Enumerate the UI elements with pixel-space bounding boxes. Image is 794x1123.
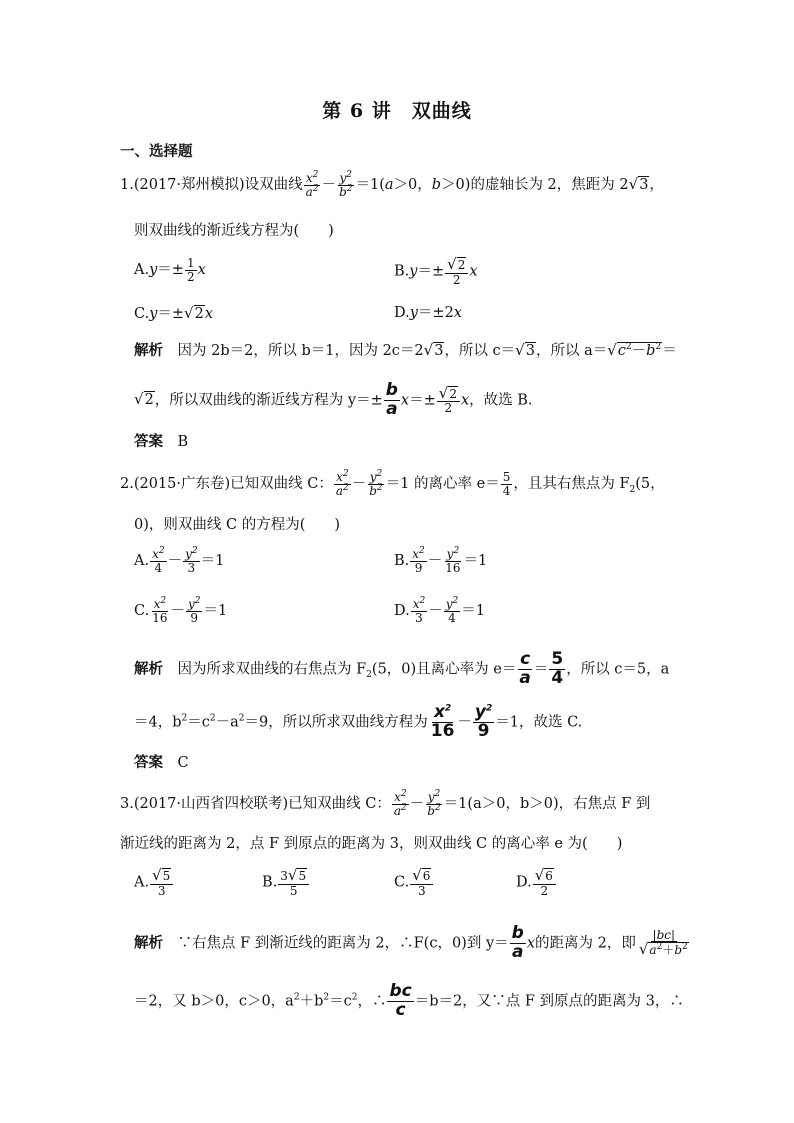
q3-option-b: B. $\frac{3√5}{5}$: [262, 868, 310, 897]
q1-option-a: A.y＝± $\frac{1}{2}$ x: [134, 256, 206, 284]
q2-solution-line1: 解析 因为所求双曲线的右焦点为 $F_2(5$，0)且离心率为 e＝ $\frac{c}{a}$ ＝ $\frac{5}{4}$ ，所以 c＝5，a: [134, 649, 670, 688]
q3-solution-line1: 解析 ∵右焦点 F 到渐近线的距离为 2，∴F(c，0)到 y＝ $\frac{b}{a}$ x的距离为 2，即 $\frac{|bc|}{√a^2+b^2}$: [134, 923, 688, 962]
question-2-stem-line2: 0)，则双曲线 C 的方程为( ): [134, 517, 341, 533]
q2-answer: 答案 C: [134, 754, 189, 771]
question-2-stem: 2.(2015·广东卷)已知双曲线 C： $\frac{x^2}{a^2}$ － $\frac{y^2}{b^2}$ ＝1 的离心率 e＝ $\frac{5}{4}$ ，且其右焦点为 $F_2(5$，: [120, 469, 665, 498]
q2-option-c: C. $\frac{x^2}{16}$ － $\frac{y^2}{9}$ ＝1: [134, 596, 228, 625]
q1-option-c: C.y＝±√2x: [134, 304, 214, 322]
q1-solution-line2: √2，所以双曲线的渐近线方程为 y＝± $\frac{b}{a}$ x＝± $\frac{√2}{2}$ x，故选 B.: [134, 380, 533, 419]
q3-option-d: D. $\frac{√6}{2}$: [516, 868, 557, 897]
q3-option-c: C. $\frac{√6}{3}$: [394, 868, 434, 897]
q2-solution-line2: ＝4，$b^2=c^2-a^2=9$，所以所求双曲线方程为 $\frac{x^2}{16}$ － $\frac{y^2}{9}$ ＝1，故选 C.: [134, 702, 583, 741]
q2-option-b: B. $\frac{x^2}{9}$ － $\frac{y^2}{16}$ ＝1: [394, 546, 488, 575]
q1-option-d: D.y＝±2x: [394, 305, 462, 321]
question-3-stem: 3.(2017·山西省四校联考)已知双曲线 C： $\frac{x^2}{a^2}$ － $\frac{y^2}{b^2}$ ＝1(a＞0，b＞0)，右焦点 F 到: [120, 789, 651, 818]
q3-option-a: A. $\frac{√5}{3}$: [134, 868, 174, 897]
q2-option-a: A. $\frac{x^2}{4}$ － $\frac{y^2}{3}$ ＝1: [134, 546, 225, 575]
q1-answer: 答案 B: [134, 433, 189, 450]
page-title: 第 6 讲 双曲线: [322, 100, 472, 122]
question-3-stem-line2: 渐近线的距离为 2，点 F 到原点的距离为 3，则双曲线 C 的离心率 e 为( ): [120, 836, 623, 852]
q3-solution-line2: ＝2，又 b＞0，c＞0，$a^2+b^2=c^2$，∴ $\frac{bc}{c}$ ＝b＝2，又∵点 F 到原点的距离为 3，∴: [134, 981, 684, 1020]
question-1-stem-line2: 则双曲线的渐近线方程为( ): [134, 223, 334, 239]
section-heading: 一、选择题: [120, 143, 193, 160]
analysis-label: 解析: [134, 342, 163, 359]
q1-solution-line1: 解析 因为 2b＝2，所以 b＝1，因为 2c＝2√3，所以 c＝√3，所以 $a=√c^2-b^2=$: [134, 341, 677, 359]
q1-option-b: B.y＝± $\frac{√2}{2}$ x: [394, 255, 478, 287]
q2-option-d: D. $\frac{x^2}{3}$ － $\frac{y^2}{4}$ ＝1: [394, 596, 485, 625]
question-1-stem: 1.(2017·郑州模拟)设双曲线 $\frac{x^2}{a^2}$ － $\frac{y^2}{b^2}$ ＝1(a＞0，b＞0)的虚轴长为 2，焦距为 2√3，: [120, 170, 664, 199]
